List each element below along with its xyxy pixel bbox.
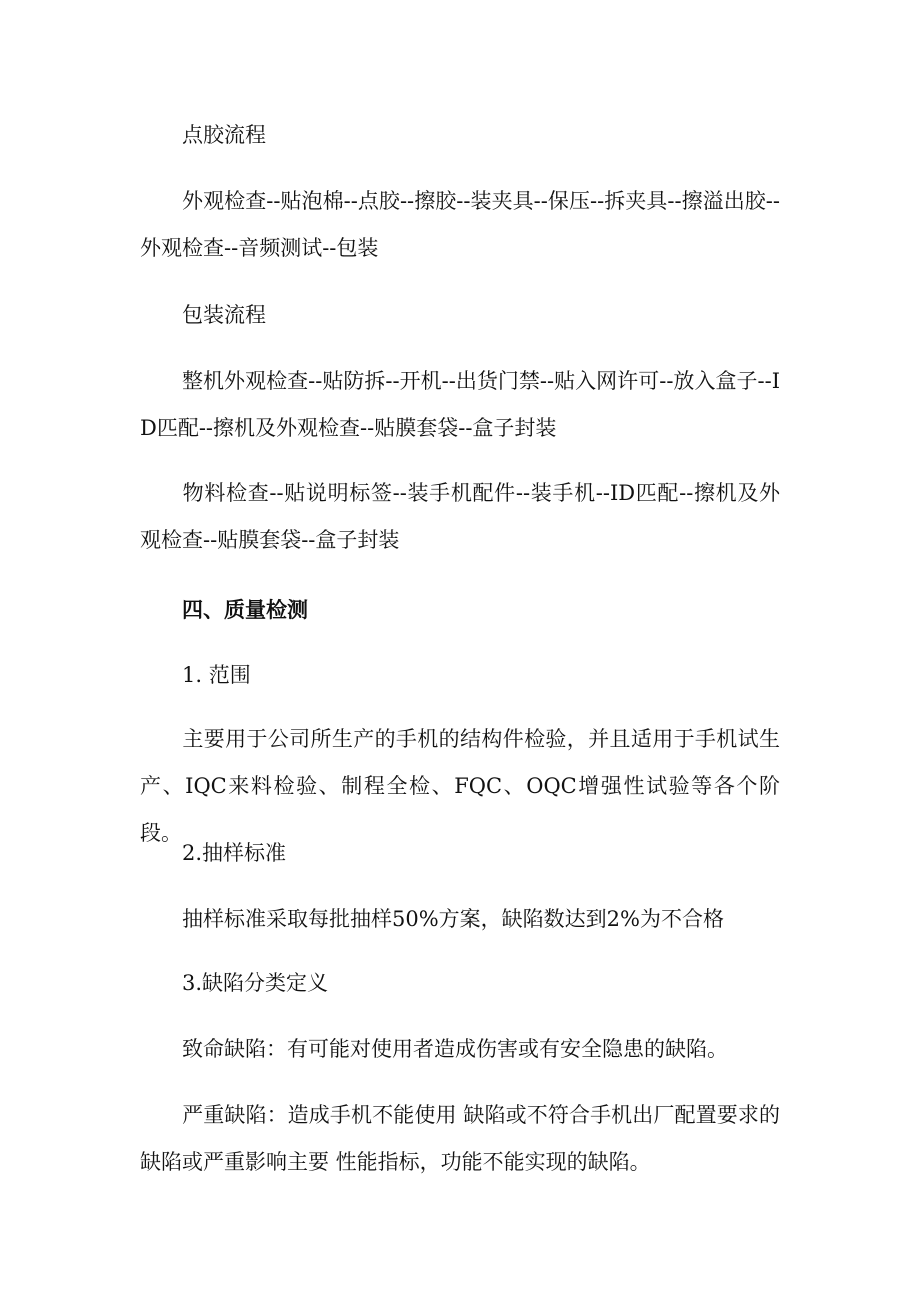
defect-classification-heading (140, 960, 780, 1007)
section-quality-inspection-heading (140, 586, 780, 633)
dispensing-process-title-text: 点胶流程 (182, 123, 266, 147)
packaging-process-steps-1-text: 整机外观检查--贴防拆--开机--出货门禁--贴入网许可--放入盒子--ID匹配--擦机及外观检查--贴膜套袋--盒子封装 (140, 369, 780, 440)
sampling-standard-body-text: 抽样标准采取每批抽样50%方案，缺陷数达到2%为不合格 (182, 907, 724, 931)
dispensing-process-steps-text: 外观检查--贴泡棉--点胶--擦胶--装夹具--保压--拆夹具--擦溢出胶--外观检查--音频测试--包装 (140, 189, 780, 260)
defect-classification-heading-text: 3.缺陷分类定义 (182, 971, 329, 995)
section-quality-inspection-heading-text: 四、质量检测 (182, 597, 308, 622)
dispensing-process-steps (140, 178, 780, 272)
major-defect-definition-text: 严重缺陷：造成手机不能使用 缺陷或不符合手机出厂配置要求的缺陷或严重影响主要 性能指标，功能不能实现的缺陷。 (140, 1103, 780, 1174)
scope-body-text: 主要用于公司所生产的手机的结构件检验，并且适用于手机试生产、IQC来料检验、制程全检、FQC、OQC增强性试验等各个阶段。 (140, 727, 780, 845)
packaging-process-steps-2-text: 物料检查--贴说明标签--装手机配件--装手机--ID匹配--擦机及外观检查--贴膜套袋--盒子封装 (140, 481, 780, 552)
sampling-standard-heading (140, 830, 780, 877)
sampling-standard-body (140, 896, 780, 943)
packaging-process-steps-2 (140, 470, 780, 564)
sampling-standard-heading-text: 2.抽样标准 (182, 841, 287, 865)
packaging-process-title-text: 包装流程 (182, 303, 266, 327)
packaging-process-steps-1 (140, 358, 780, 452)
packaging-process-title (140, 292, 780, 339)
dispensing-process-title (140, 112, 780, 159)
fatal-defect-definition-text: 致命缺陷：有可能对使用者造成伤害或有安全隐患的缺陷。 (182, 1037, 728, 1061)
scope-heading-text: 1. 范围 (182, 663, 251, 687)
scope-heading (140, 652, 780, 699)
fatal-defect-definition (140, 1026, 780, 1073)
major-defect-definition (140, 1092, 780, 1186)
